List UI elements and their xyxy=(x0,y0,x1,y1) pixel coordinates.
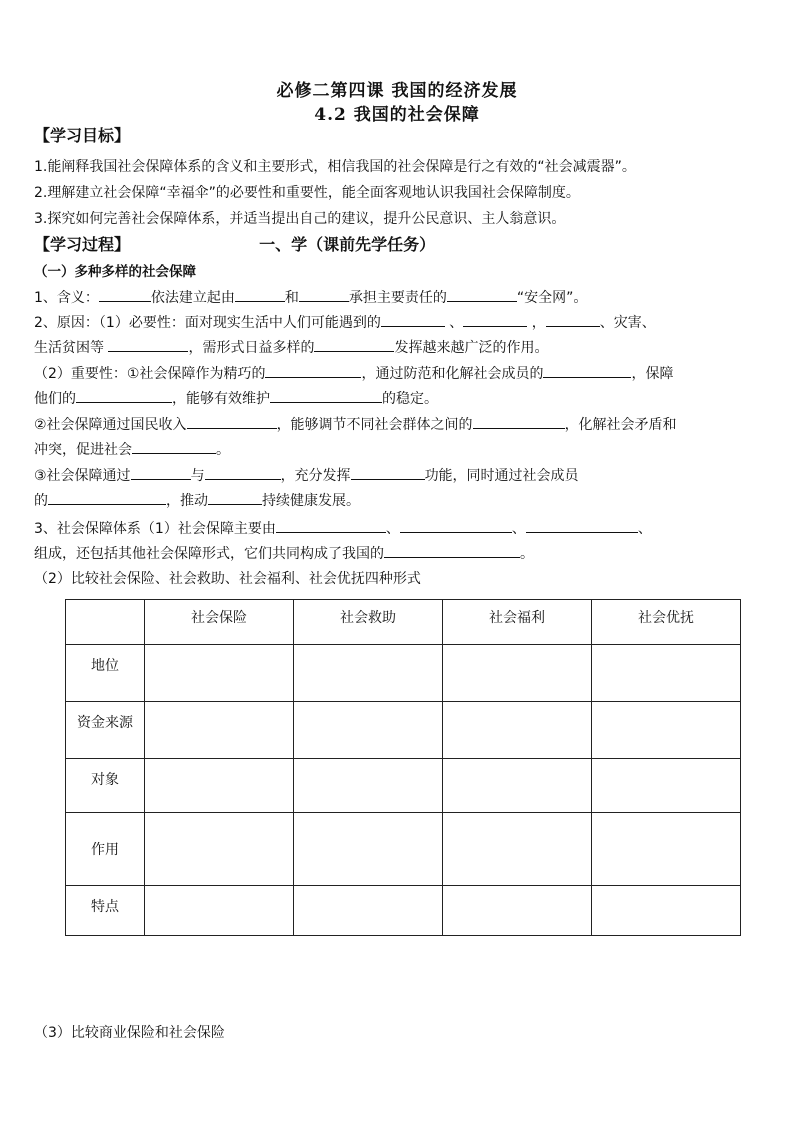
q2-text: 、灾害、 xyxy=(599,315,656,331)
answer-cell[interactable] xyxy=(145,759,294,813)
answer-cell[interactable] xyxy=(592,813,741,886)
comparison-table xyxy=(65,599,741,936)
row-header: 作用 xyxy=(66,813,145,886)
q3-text: 3、社会保障体系（1）社会保障主要由 xyxy=(34,521,276,537)
answer-blank[interactable] xyxy=(299,287,349,302)
answer-cell[interactable] xyxy=(145,813,294,886)
q2-text: 他们的 xyxy=(34,391,76,407)
answer-blank[interactable] xyxy=(108,337,188,352)
answer-cell[interactable] xyxy=(294,645,443,702)
question-2-line-7 xyxy=(34,465,764,486)
q3-text: 、 xyxy=(637,521,652,537)
q2-text: 生活贫困等 xyxy=(34,340,109,356)
q2-text: ，需形式日益多样的 xyxy=(188,340,315,356)
question-3-line-2 xyxy=(34,543,764,564)
q2-text: ②社会保障通过国民收入 xyxy=(34,417,187,433)
answer-cell[interactable] xyxy=(294,813,443,886)
question-1 xyxy=(34,287,764,308)
answer-cell[interactable] xyxy=(145,702,294,759)
q2-text: 持续健康发展。 xyxy=(262,493,360,509)
objective-3: 3.探究如何完善社会保障体系，并适当提出自己的建议，提升公民意识、主人翁意识。 xyxy=(34,211,566,227)
answer-blank[interactable] xyxy=(384,543,520,558)
q2-text: ，通过防范和化解社会成员的 xyxy=(361,366,544,382)
row-header: 特点 xyxy=(66,886,145,936)
answer-blank[interactable] xyxy=(265,363,361,378)
q2-text: ，推动 xyxy=(166,493,208,509)
answer-blank[interactable] xyxy=(131,465,191,480)
answer-cell[interactable] xyxy=(294,759,443,813)
q2-text: ，能够调节不同社会群体之间的 xyxy=(276,417,473,433)
q2-text: 的稳定。 xyxy=(382,391,438,407)
answer-blank[interactable] xyxy=(351,465,425,480)
q2-text: 发挥越来越广泛的作用。 xyxy=(394,340,549,356)
answer-blank[interactable] xyxy=(381,312,445,327)
question-3-line-1 xyxy=(34,518,764,539)
answer-blank[interactable] xyxy=(187,414,277,429)
answer-cell[interactable] xyxy=(145,886,294,936)
objective-2: 2.理解建立社会保障“幸福伞”的必要性和重要性，能全面客观地认识我国社会保障制度。 xyxy=(34,185,580,201)
answer-blank[interactable] xyxy=(270,388,382,403)
question-2-line-8 xyxy=(34,490,764,511)
answer-blank[interactable] xyxy=(99,287,151,302)
answer-cell[interactable] xyxy=(443,702,592,759)
q3-text: 、 xyxy=(385,521,400,537)
answer-blank[interactable] xyxy=(546,312,600,327)
table-row xyxy=(66,886,741,936)
q2-text: 冲突，促进社会 xyxy=(34,442,132,458)
answer-blank[interactable] xyxy=(205,465,281,480)
answer-blank[interactable] xyxy=(314,337,394,352)
row-header: 地位 xyxy=(66,645,145,702)
q2-text: ，充分发挥 xyxy=(280,468,351,484)
answer-cell[interactable] xyxy=(294,702,443,759)
answer-blank[interactable] xyxy=(276,518,386,533)
answer-blank[interactable] xyxy=(543,363,631,378)
table-row xyxy=(66,702,741,759)
table-row xyxy=(66,813,741,886)
answer-cell[interactable] xyxy=(592,702,741,759)
answer-blank[interactable] xyxy=(48,490,166,505)
answer-blank[interactable] xyxy=(473,414,565,429)
answer-cell[interactable] xyxy=(443,886,592,936)
q1-text: “安全网”。 xyxy=(516,290,588,306)
q1-text: 依法建立起由 xyxy=(150,290,235,306)
answer-blank[interactable] xyxy=(76,388,172,403)
table-row xyxy=(66,759,741,813)
table-corner-cell xyxy=(66,600,145,645)
answer-cell[interactable] xyxy=(145,645,294,702)
lesson-title: 必修二第四课 我国的经济发展 xyxy=(276,81,518,101)
answer-blank[interactable] xyxy=(208,490,262,505)
question-2-line-3 xyxy=(34,363,764,384)
q2-text: ，保障 xyxy=(631,366,674,382)
answer-blank[interactable] xyxy=(526,518,638,533)
subsection-heading: （一）多种多样的社会保障 xyxy=(34,264,196,280)
q2-text: ， xyxy=(527,315,546,331)
q2-text: ，化解社会矛盾和 xyxy=(564,417,677,433)
q2-text: 2、原因：（1）必要性：面对现实生活中人们可能遇到的 xyxy=(34,315,381,331)
answer-cell[interactable] xyxy=(592,886,741,936)
q1-text: 承担主要责任的 xyxy=(348,290,447,306)
q2-text: 与 xyxy=(190,468,205,484)
answer-blank[interactable] xyxy=(235,287,285,302)
row-header: 资金来源 xyxy=(66,702,145,759)
q2-text: 的 xyxy=(34,493,48,509)
process-heading-label: 【学习过程】 xyxy=(34,235,131,254)
q2-text: 。 xyxy=(216,442,230,458)
answer-cell[interactable] xyxy=(592,645,741,702)
answer-cell[interactable] xyxy=(443,759,592,813)
question-2-line-6 xyxy=(34,439,764,460)
q2-text: ③社会保障通过 xyxy=(34,468,131,484)
answer-cell[interactable] xyxy=(294,886,443,936)
answer-cell[interactable] xyxy=(443,645,592,702)
objectives-heading: 【学习目标】 xyxy=(34,126,131,145)
question-3-compare: （2）比较社会保险、社会救助、社会福利、社会优抚四种形式 xyxy=(34,571,421,587)
section-heading: 一、学（课前先学任务） xyxy=(259,235,436,254)
answer-blank[interactable] xyxy=(400,518,512,533)
q1-label: 1、含义： xyxy=(34,290,99,306)
section-title: 4.2 我国的社会保障 xyxy=(314,105,480,125)
question-2-line-4 xyxy=(34,388,764,409)
row-header: 对象 xyxy=(66,759,145,813)
answer-cell[interactable] xyxy=(592,759,741,813)
column-header: 社会救助 xyxy=(294,600,443,645)
question-2-line-2 xyxy=(34,337,764,358)
q3-text: 。 xyxy=(520,546,534,562)
column-header: 社会优抚 xyxy=(592,600,741,645)
answer-blank[interactable] xyxy=(447,287,517,302)
answer-cell[interactable] xyxy=(443,813,592,886)
answer-blank[interactable] xyxy=(132,439,216,454)
q2-text: 功能，同时通过社会成员 xyxy=(424,468,579,484)
q2-text: （2）重要性：①社会保障作为精巧的 xyxy=(34,366,266,382)
column-header: 社会福利 xyxy=(443,600,592,645)
q1-text: 和 xyxy=(284,290,299,306)
q2-text: 、 xyxy=(444,315,464,331)
table-row xyxy=(66,645,741,702)
q3-text: 组成，还包括其他社会保障形式，它们共同构成了我国的 xyxy=(34,546,384,562)
process-heading xyxy=(34,235,764,255)
q2-text: ，能够有效维护 xyxy=(172,391,270,407)
question-2-line-1 xyxy=(34,312,764,333)
question-2-line-5 xyxy=(34,414,764,435)
q3-text: 、 xyxy=(511,521,526,537)
question-3-3: （3）比较商业保险和社会保险 xyxy=(34,1025,225,1041)
column-header: 社会保险 xyxy=(145,600,294,645)
answer-blank[interactable] xyxy=(463,312,527,327)
objective-1: 1.能阐释我国社会保障体系的含义和主要形式，相信我国的社会保障是行之有效的“社会减震器”。 xyxy=(34,159,636,175)
